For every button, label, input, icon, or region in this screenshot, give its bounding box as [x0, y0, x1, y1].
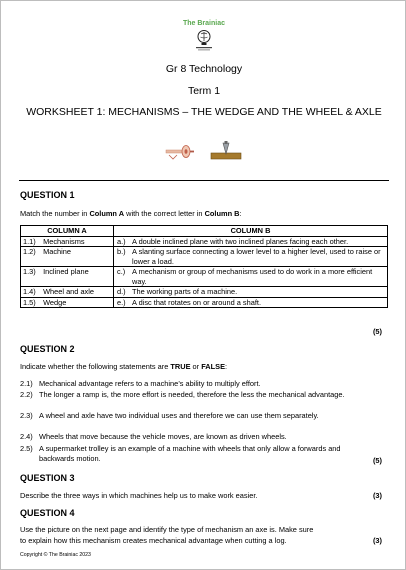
question-4-marks: (3) [372, 536, 382, 545]
row-letter: c.) [117, 267, 126, 276]
row-description: A double inclined plane with two inclined planes facing each other. [132, 236, 349, 246]
item-number: 2.2) [20, 390, 33, 399]
row-letter: a.) [117, 236, 126, 246]
row-term: Wheel and axle [43, 287, 95, 296]
term-title: Term 1 [187, 85, 221, 97]
item-text: A wheel and axle have two individual uses and therefore we can use them separately. [39, 411, 319, 420]
worksheet-title: WORKSHEET 1: MECHANISMS – THE WEDGE AND THE WHEEL & AXLE [26, 106, 382, 118]
item-text: Wheels that move because the vehicle moves, are known as driven wheels. [39, 432, 287, 441]
row-description: A disc that rotates on or around a shaft. [132, 297, 262, 307]
question-1-marks: (5) [372, 327, 382, 336]
row-number: 1.4) [23, 287, 36, 296]
row-number: 1.5) [23, 297, 36, 307]
item-text: A supermarket trolley is an example of a machine with wheels that only allow a forwards and backwards motion. [39, 444, 341, 463]
question-1-instruction: Match the number in Column A with the correct letter in Column B: [20, 209, 242, 218]
matching-table [20, 225, 388, 308]
wheel-and-axle-illustration [164, 143, 196, 161]
item-number: 2.3) [20, 411, 33, 420]
row-term: Mechanisms [43, 236, 85, 246]
table-row [21, 247, 388, 267]
question-3-heading: QUESTION 3 [20, 473, 75, 483]
row-description: A slanting surface connecting a lower level to a higher level, used to raise or lower a load. [132, 247, 381, 266]
item-number: 2.1) [20, 379, 33, 388]
row-description: A mechanism or group of mechanisms used to do work in a more efficient way. [132, 267, 373, 286]
row-number: 1.3) [23, 267, 36, 276]
table-row [21, 287, 388, 298]
question-4-text-line-1: Use the picture on the next page and identify the type of mechanism an axe is. Make sure [20, 525, 314, 534]
column-b-header: COLUMN B [114, 226, 388, 237]
item-text: The longer a ramp is, the more effort is needed, therefore the less the mechanical advantage. [39, 390, 345, 399]
section-divider [19, 180, 389, 181]
table-row [21, 236, 388, 247]
wedge-illustration [210, 141, 242, 161]
row-letter: e.) [117, 297, 126, 307]
grade-title: Gr 8 Technology [165, 63, 243, 75]
row-term: Inclined plane [43, 267, 89, 276]
question-4-text-line-2: to explain how this mechanism creates mechanical advantage when cutting a log. [20, 536, 287, 545]
question-2-marks: (5) [372, 456, 382, 465]
question-4-heading: QUESTION 4 [20, 508, 75, 518]
question-3-marks: (3) [372, 491, 382, 500]
table-row [21, 267, 388, 287]
question-2-heading: QUESTION 2 [20, 344, 75, 354]
row-description: The working parts of a machine. [132, 287, 238, 296]
question-3-text: Describe the three ways in which machines help us to make work easier. [20, 491, 258, 500]
column-a-header: COLUMN A [21, 226, 114, 237]
row-number: 1.1) [23, 236, 36, 246]
brand-name: The Brainiac [182, 20, 225, 27]
item-text: Mechanical advantage refers to a machine’s ability to multiply effort. [39, 379, 261, 388]
row-number: 1.2) [23, 247, 36, 256]
table-row [21, 297, 388, 308]
question-2-instruction: Indicate whether the following statements are TRUE or FALSE: [20, 362, 228, 371]
row-term: Machine [43, 247, 71, 256]
row-letter: b.) [117, 247, 126, 256]
row-term: Wedge [43, 297, 67, 307]
item-number: 2.4) [20, 432, 33, 441]
copyright-footer: Copyright © The Brainiac 2023 [20, 552, 91, 558]
brain-lightbulb-icon [193, 29, 215, 53]
row-letter: d.) [117, 287, 126, 296]
question-1-heading: QUESTION 1 [20, 190, 75, 200]
item-number: 2.5) [20, 444, 33, 453]
